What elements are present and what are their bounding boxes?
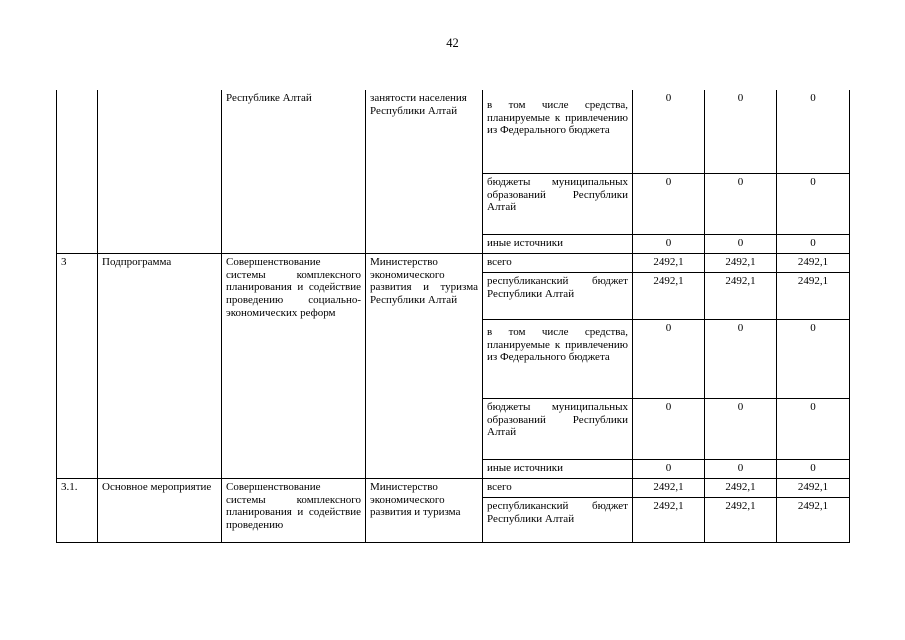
type-cell: Подпрограмма	[98, 254, 222, 479]
value-cell: 2492,1	[705, 479, 777, 498]
value-cell: 0	[633, 460, 705, 479]
value-cell: 2492,1	[705, 254, 777, 273]
value-cell: 2492,1	[777, 498, 850, 543]
value-cell: 0	[777, 460, 850, 479]
value-cell: 0	[705, 235, 777, 254]
value-cell: 0	[777, 90, 850, 174]
index-cell	[57, 90, 98, 254]
source-cell: республиканский бюджет Республики Алтай	[483, 498, 633, 543]
value-cell: 0	[705, 399, 777, 460]
source-cell: бюджеты муниципальных образований Республики Алтай	[483, 399, 633, 460]
value-cell: 2492,1	[633, 479, 705, 498]
value-cell: 2492,1	[633, 254, 705, 273]
value-cell: 0	[633, 174, 705, 235]
executor-cell: Министерство экономического развития и туризма Республики Алтай	[366, 254, 483, 479]
value-cell: 0	[705, 174, 777, 235]
value-cell: 2492,1	[705, 273, 777, 320]
index-cell: 3	[57, 254, 98, 479]
table-row	[57, 254, 850, 273]
source-cell: иные источники	[483, 235, 633, 254]
value-cell: 0	[705, 320, 777, 399]
value-cell: 0	[633, 399, 705, 460]
index-cell: 3.1.	[57, 479, 98, 543]
source-cell: в том числе средства, планируемые к привлечению из Федерального бюджета	[483, 90, 633, 174]
value-cell: 0	[633, 90, 705, 174]
value-cell: 2492,1	[777, 479, 850, 498]
value-cell: 0	[777, 320, 850, 399]
executor-cell: занятости населения Республики Алтай	[366, 90, 483, 254]
source-cell: в том числе средства, планируемые к привлечению из Федерального бюджета	[483, 320, 633, 399]
page-number: 42	[446, 36, 459, 50]
value-cell: 0	[777, 235, 850, 254]
responsible-cell: Совершенствование системы комплексного планирования и содействие проведению социально-экономических реформ	[222, 254, 366, 479]
value-cell: 0	[633, 320, 705, 399]
value-cell: 0	[777, 174, 850, 235]
source-cell: всего	[483, 254, 633, 273]
value-cell: 2492,1	[633, 273, 705, 320]
value-cell: 2492,1	[777, 254, 850, 273]
source-cell: всего	[483, 479, 633, 498]
value-cell: 2492,1	[777, 273, 850, 320]
source-cell: республиканский бюджет Республики Алтай	[483, 273, 633, 320]
responsible-cell: Республике Алтай	[222, 90, 366, 254]
responsible-cell: Совершенствование системы комплексного планирования и содействие проведению	[222, 479, 366, 543]
type-cell: Основное мероприятие	[98, 479, 222, 543]
value-cell: 2492,1	[705, 498, 777, 543]
source-cell: бюджеты муниципальных образований Республики Алтай	[483, 174, 633, 235]
value-cell: 0	[633, 235, 705, 254]
value-cell: 0	[705, 90, 777, 174]
executor-cell: Министерство экономического развития и туризма	[366, 479, 483, 543]
type-cell	[98, 90, 222, 254]
value-cell: 0	[777, 399, 850, 460]
value-cell: 0	[705, 460, 777, 479]
table-row	[57, 479, 850, 498]
source-cell: иные источники	[483, 460, 633, 479]
funding-table	[56, 90, 850, 543]
table-row	[57, 90, 850, 174]
value-cell: 2492,1	[633, 498, 705, 543]
